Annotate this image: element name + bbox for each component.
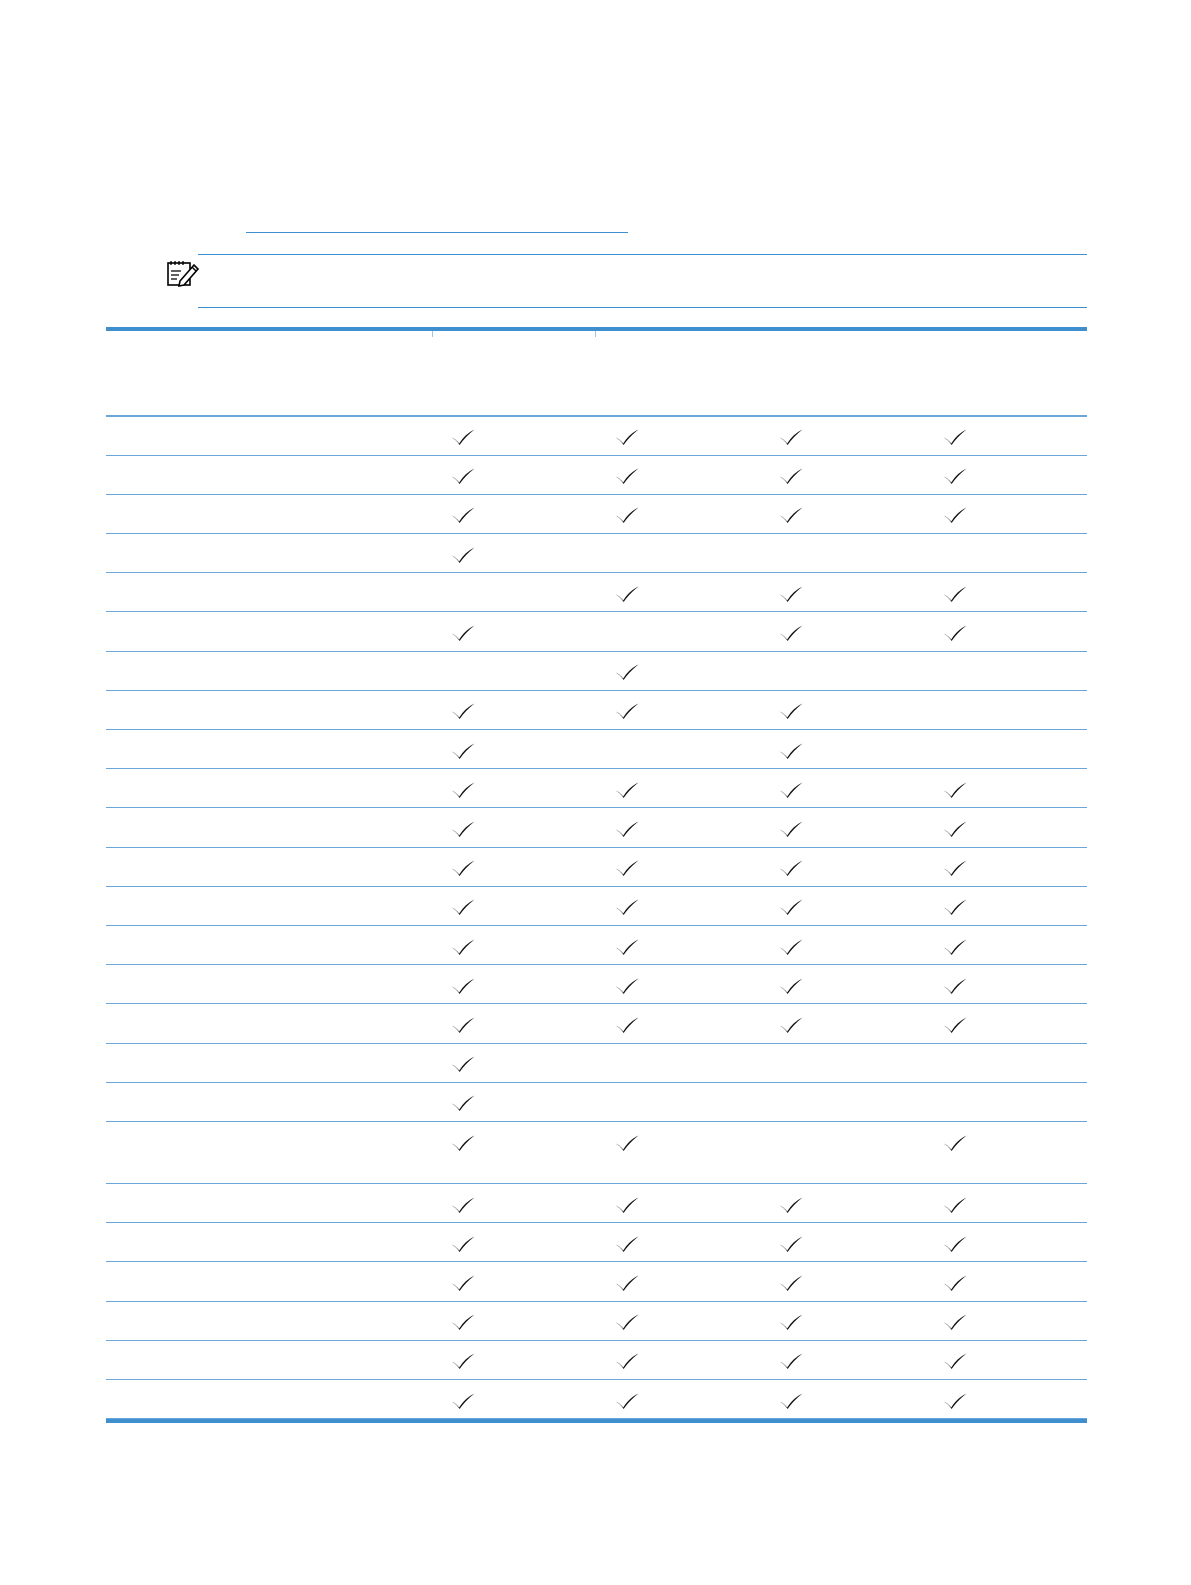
checkmark-icon bbox=[614, 820, 640, 838]
checkmark-icon bbox=[778, 938, 804, 956]
checkmark-icon bbox=[614, 1352, 640, 1370]
checkmark-cell bbox=[598, 1224, 658, 1262]
table-header bbox=[106, 331, 1087, 417]
checkmark-icon bbox=[450, 1313, 476, 1331]
checkmark-cell bbox=[762, 1381, 822, 1419]
checkmark-icon bbox=[778, 467, 804, 485]
checkmark-cell bbox=[434, 456, 494, 494]
checkmark-cell bbox=[434, 1381, 494, 1419]
table-row bbox=[106, 1005, 1087, 1044]
checkmark-cell bbox=[926, 1263, 986, 1301]
checkmark-cell bbox=[762, 887, 822, 925]
checkmark-icon bbox=[778, 428, 804, 446]
checkmark-cell bbox=[762, 691, 822, 729]
checkmark-icon bbox=[450, 898, 476, 916]
checkmark-icon bbox=[450, 702, 476, 720]
checkmark-icon bbox=[450, 1134, 476, 1152]
checkmark-icon bbox=[942, 624, 968, 642]
checkmark-icon bbox=[778, 1196, 804, 1214]
checkmark-icon bbox=[450, 1055, 476, 1073]
checkmark-icon bbox=[778, 1016, 804, 1034]
checkmark-icon bbox=[778, 1313, 804, 1331]
table-row bbox=[106, 1123, 1087, 1185]
checkmark-cell bbox=[926, 1123, 986, 1161]
checkmark-cell bbox=[434, 1263, 494, 1301]
checkmark-cell bbox=[598, 1185, 658, 1223]
checkmark-icon bbox=[614, 1016, 640, 1034]
checkmark-cell bbox=[926, 1341, 986, 1379]
header-separator bbox=[432, 331, 433, 337]
checkmark-cell bbox=[762, 613, 822, 651]
checkmark-icon bbox=[778, 1274, 804, 1292]
checkmark-icon bbox=[450, 742, 476, 760]
checkmark-cell bbox=[762, 770, 822, 808]
checkmark-icon bbox=[942, 1274, 968, 1292]
checkmark-cell bbox=[598, 848, 658, 886]
checkmark-cell bbox=[762, 809, 822, 847]
checkmark-icon bbox=[614, 859, 640, 877]
checkmark-cell bbox=[434, 1224, 494, 1262]
checkmark-icon bbox=[450, 546, 476, 564]
table-row bbox=[106, 1381, 1087, 1420]
checkmark-cell bbox=[434, 691, 494, 729]
checkmark-icon bbox=[942, 585, 968, 603]
checkmark-cell bbox=[926, 770, 986, 808]
checkmark-icon bbox=[942, 859, 968, 877]
checkmark-cell bbox=[434, 966, 494, 1004]
checkmark-cell bbox=[926, 848, 986, 886]
table-row bbox=[106, 574, 1087, 613]
checkmark-cell bbox=[926, 574, 986, 612]
table-row bbox=[106, 1185, 1087, 1224]
checkmark-icon bbox=[614, 977, 640, 995]
checkmark-icon bbox=[450, 938, 476, 956]
checkmark-icon bbox=[942, 1352, 968, 1370]
checkmark-icon bbox=[450, 1235, 476, 1253]
header-separator bbox=[595, 331, 596, 337]
checkmark-cell bbox=[926, 1185, 986, 1223]
checkmark-cell bbox=[434, 1005, 494, 1043]
checkmark-cell bbox=[598, 574, 658, 612]
checkmark-icon bbox=[942, 1196, 968, 1214]
checkmark-cell bbox=[926, 1381, 986, 1419]
checkmark-cell bbox=[762, 456, 822, 494]
checkmark-icon bbox=[614, 938, 640, 956]
checkmark-cell bbox=[434, 927, 494, 965]
checkmark-cell bbox=[598, 927, 658, 965]
checkmark-cell bbox=[762, 1224, 822, 1262]
checkmark-icon bbox=[614, 585, 640, 603]
checkmark-cell bbox=[598, 966, 658, 1004]
checkmark-icon bbox=[778, 506, 804, 524]
checkmark-cell bbox=[762, 1341, 822, 1379]
link-underline[interactable] bbox=[246, 232, 628, 233]
checkmark-cell bbox=[926, 1302, 986, 1340]
checkmark-icon bbox=[450, 859, 476, 877]
checkmark-icon bbox=[614, 1134, 640, 1152]
checkmark-cell bbox=[434, 1341, 494, 1379]
checkmark-cell bbox=[434, 1123, 494, 1161]
checkmark-cell bbox=[762, 1185, 822, 1223]
checkmark-cell bbox=[598, 652, 658, 690]
checkmark-icon bbox=[450, 781, 476, 799]
checkmark-cell bbox=[926, 456, 986, 494]
checkmark-icon bbox=[450, 1392, 476, 1410]
checkmark-cell bbox=[926, 927, 986, 965]
checkmark-icon bbox=[450, 1094, 476, 1112]
checkmark-cell bbox=[926, 809, 986, 847]
checkmark-icon bbox=[942, 938, 968, 956]
checkmark-icon bbox=[778, 702, 804, 720]
checkmark-icon bbox=[450, 820, 476, 838]
table-row bbox=[106, 417, 1087, 456]
checkmark-icon bbox=[778, 1352, 804, 1370]
checkmark-cell bbox=[762, 1005, 822, 1043]
checkmark-cell bbox=[598, 770, 658, 808]
checkmark-cell bbox=[926, 966, 986, 1004]
table-row bbox=[106, 887, 1087, 926]
checkmark-icon bbox=[778, 781, 804, 799]
checkmark-icon bbox=[450, 1352, 476, 1370]
checkmark-cell bbox=[598, 1123, 658, 1161]
note-block bbox=[164, 254, 1087, 308]
checkmark-cell bbox=[926, 1005, 986, 1043]
checkmark-cell bbox=[598, 1341, 658, 1379]
checkmark-icon bbox=[614, 1392, 640, 1410]
checkmark-icon bbox=[942, 467, 968, 485]
checkmark-icon bbox=[942, 977, 968, 995]
table-row bbox=[106, 1044, 1087, 1083]
checkmark-icon bbox=[942, 820, 968, 838]
table-row bbox=[106, 495, 1087, 534]
checkmark-icon bbox=[450, 467, 476, 485]
note-pencil-icon bbox=[166, 258, 200, 288]
checkmark-cell bbox=[434, 1083, 494, 1121]
checkmark-icon bbox=[942, 781, 968, 799]
checkmark-icon bbox=[942, 1134, 968, 1152]
checkmark-icon bbox=[778, 1235, 804, 1253]
checkmark-icon bbox=[450, 1274, 476, 1292]
checkmark-cell bbox=[598, 495, 658, 533]
table-row bbox=[106, 535, 1087, 574]
checkmark-icon bbox=[614, 1274, 640, 1292]
checkmark-cell bbox=[926, 495, 986, 533]
checkmark-icon bbox=[778, 624, 804, 642]
checkmark-cell bbox=[434, 495, 494, 533]
table-row bbox=[106, 809, 1087, 848]
checkmark-cell bbox=[598, 456, 658, 494]
checkmark-cell bbox=[762, 1302, 822, 1340]
note-bottom-rule bbox=[198, 307, 1087, 308]
table-bottom-rule bbox=[106, 1419, 1087, 1423]
checkmark-cell bbox=[434, 770, 494, 808]
table-row bbox=[106, 691, 1087, 730]
checkmark-icon bbox=[942, 1392, 968, 1410]
checkmark-icon bbox=[614, 898, 640, 916]
checkmark-icon bbox=[942, 1016, 968, 1034]
checkmark-icon bbox=[614, 467, 640, 485]
checkmark-icon bbox=[614, 428, 640, 446]
checkmark-icon bbox=[614, 1235, 640, 1253]
checkmark-icon bbox=[778, 977, 804, 995]
table-row bbox=[106, 1302, 1087, 1341]
checkmark-cell bbox=[926, 613, 986, 651]
checkmark-cell bbox=[762, 495, 822, 533]
checkmark-cell bbox=[762, 1263, 822, 1301]
checkmark-icon bbox=[450, 1016, 476, 1034]
checkmark-icon bbox=[778, 585, 804, 603]
checkmark-cell bbox=[434, 535, 494, 573]
table-row bbox=[106, 770, 1087, 809]
checkmark-icon bbox=[614, 663, 640, 681]
checkmark-cell bbox=[762, 848, 822, 886]
checkmark-icon bbox=[942, 506, 968, 524]
checkmark-cell bbox=[598, 691, 658, 729]
checkmark-cell bbox=[434, 1302, 494, 1340]
checkmark-cell bbox=[598, 809, 658, 847]
table-row bbox=[106, 1083, 1087, 1122]
table-row bbox=[106, 1341, 1087, 1380]
checkmark-icon bbox=[614, 702, 640, 720]
checkmark-icon bbox=[614, 1196, 640, 1214]
checkmark-icon bbox=[942, 428, 968, 446]
checkmark-icon bbox=[778, 1392, 804, 1410]
checkmark-icon bbox=[942, 898, 968, 916]
note-top-rule bbox=[198, 254, 1087, 255]
checkmark-icon bbox=[450, 1196, 476, 1214]
table-row bbox=[106, 927, 1087, 966]
checkmark-icon bbox=[450, 506, 476, 524]
table-row bbox=[106, 1263, 1087, 1302]
checkmark-cell bbox=[598, 887, 658, 925]
table-row bbox=[106, 731, 1087, 770]
table-row bbox=[106, 966, 1087, 1005]
table-row bbox=[106, 652, 1087, 691]
checkmark-cell bbox=[434, 887, 494, 925]
checkmark-icon bbox=[450, 624, 476, 642]
table-row bbox=[106, 1224, 1087, 1263]
checkmark-cell bbox=[434, 613, 494, 651]
checkmark-cell bbox=[762, 731, 822, 769]
table-row bbox=[106, 848, 1087, 887]
checkmark-cell bbox=[762, 966, 822, 1004]
checkmark-icon bbox=[778, 898, 804, 916]
checkmark-icon bbox=[778, 859, 804, 877]
checkmark-cell bbox=[598, 1263, 658, 1301]
checkmark-cell bbox=[762, 574, 822, 612]
checkmark-cell bbox=[926, 1224, 986, 1262]
table-row bbox=[106, 456, 1087, 495]
table-row bbox=[106, 613, 1087, 652]
checkmark-icon bbox=[450, 977, 476, 995]
checkmark-cell bbox=[434, 731, 494, 769]
checkmark-icon bbox=[614, 781, 640, 799]
checkmark-icon bbox=[614, 1313, 640, 1331]
checkmark-cell bbox=[926, 417, 986, 455]
checkmark-cell bbox=[762, 417, 822, 455]
checkmark-cell bbox=[598, 1302, 658, 1340]
checkmark-cell bbox=[762, 927, 822, 965]
checkmark-icon bbox=[614, 506, 640, 524]
checkmark-cell bbox=[598, 417, 658, 455]
checkmark-cell bbox=[598, 1005, 658, 1043]
checkmark-cell bbox=[434, 417, 494, 455]
checkmark-cell bbox=[434, 1044, 494, 1082]
checkmark-cell bbox=[434, 848, 494, 886]
checkmark-icon bbox=[778, 742, 804, 760]
checkmark-cell bbox=[434, 809, 494, 847]
checkmark-cell bbox=[598, 1381, 658, 1419]
checkmark-icon bbox=[942, 1235, 968, 1253]
checkmark-icon bbox=[450, 428, 476, 446]
checkmark-icon bbox=[942, 1313, 968, 1331]
checkmark-cell bbox=[434, 1185, 494, 1223]
checkmark-cell bbox=[926, 887, 986, 925]
checkmark-icon bbox=[778, 820, 804, 838]
